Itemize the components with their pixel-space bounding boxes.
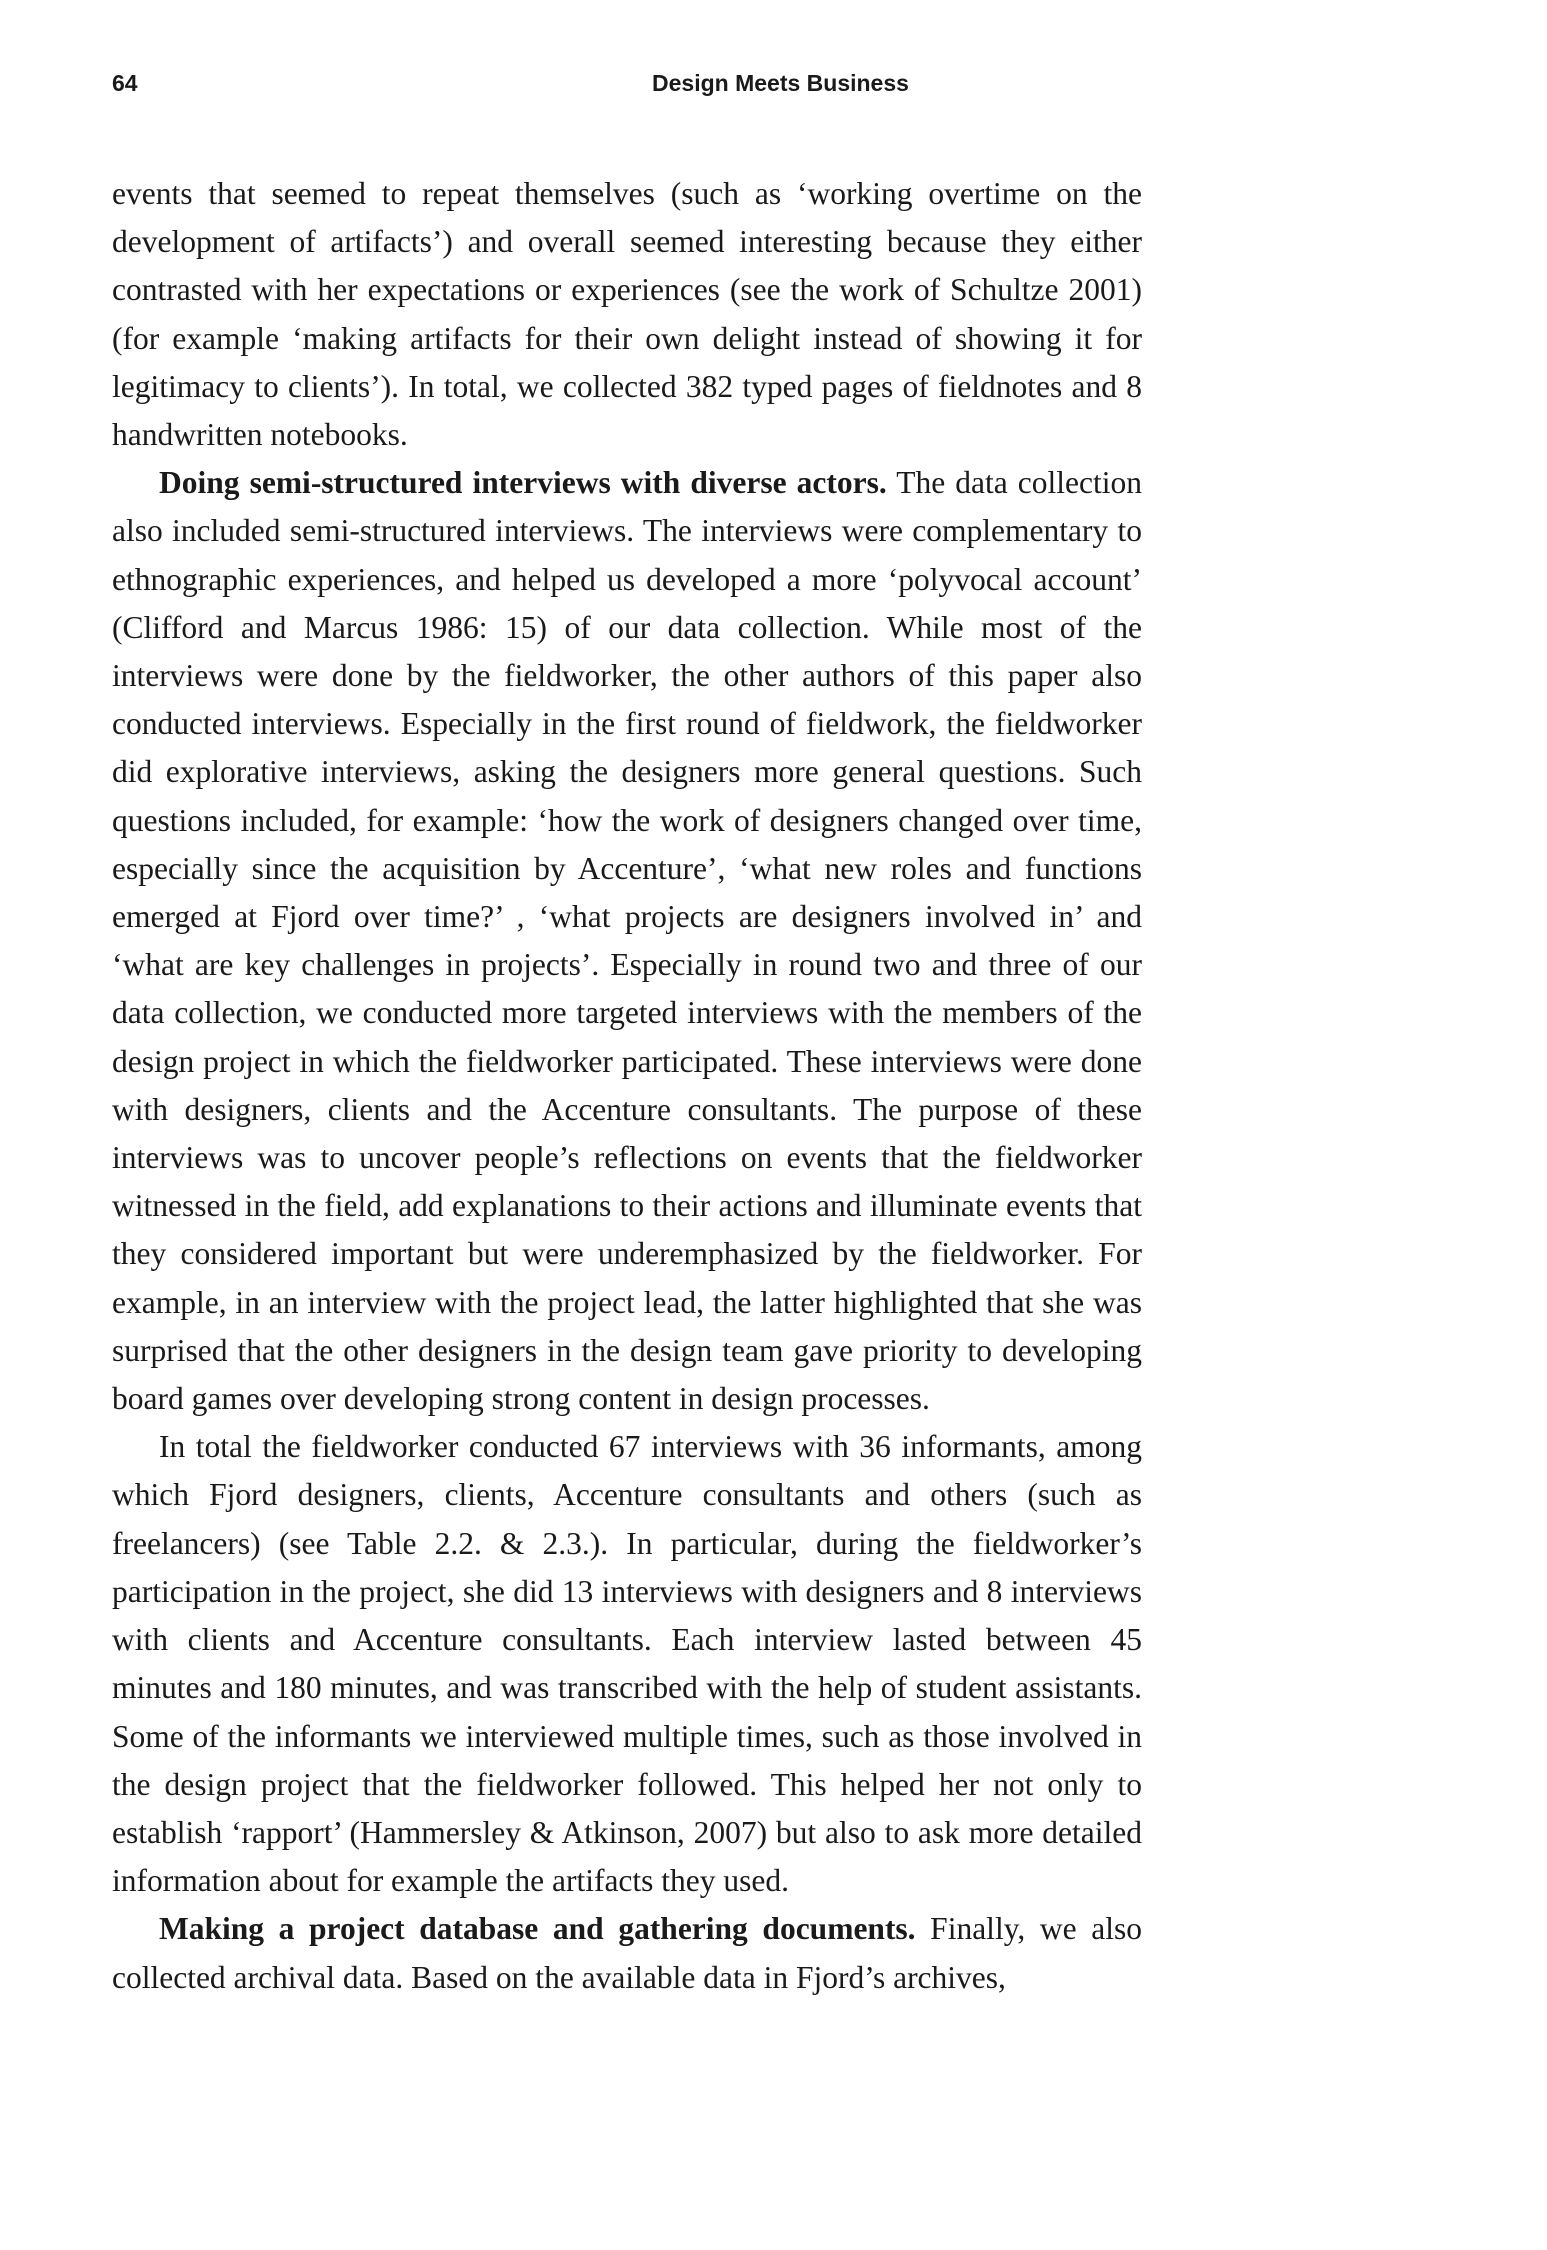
page-number: 64 bbox=[112, 70, 138, 96]
paragraph bbox=[112, 1905, 1142, 2001]
paragraph-text: Finally, we also collected archival data. Based on the available data in Fjord’s archives, bbox=[112, 1911, 1142, 1995]
paragraph bbox=[112, 1423, 1142, 1905]
paragraph-text: events that seemed to repeat themselves (such as ‘working overtime on the development of artifacts’) and overall seemed interesting because they either contrasted with her expectations or experiences (see the work of Schultze 2001) (for example ‘making artifacts for their own delight instead of showing it for legitimacy to clients’). In total, we collected 382 typed pages of fieldnotes and 8 handwritten notebooks. bbox=[112, 176, 1142, 453]
paragraph bbox=[112, 459, 1142, 1423]
paragraph bbox=[112, 170, 1142, 459]
paragraph-text: The data collection also included semi-structured interviews. The interviews were complementary to ethnographic experiences, and helped us developed a more ‘polyvocal account’ (Clifford and Marcus 1986: 15) of our data collection. While most of the interviews were done by the fieldworker, the other authors of this paper also conducted interviews. Especially in the first round of fieldwork, the fieldworker did explorative interviews, asking the designers more general questions. Such questions included, for example: ‘how the work of designers changed over time, especially since the acquisition by Accenture’, ‘what new roles and functions emerged at Fjord over time?’ , ‘what projects are designers involved in’ and ‘what are key challenges in projects’. Especially in round two and three of our data collection, we conducted more targeted interviews with the members of the design project in which the fieldworker participated. These interviews were done with designers, clients and the Accenture consultants. The purpose of these interviews was to uncover people’s reflections on events that the fieldworker witnessed in the field, add explanations to their actions and illuminate events that they considered important but were underemphasized by the fieldworker. For example, in an interview with the project lead, the latter highlighted that she was surprised that the other designers in the design team gave priority to developing board games over developing strong content in design processes. bbox=[112, 465, 1142, 1417]
running-title: Design Meets Business bbox=[652, 70, 909, 96]
paragraph-lead-heading: Making a project database and gathering documents. bbox=[159, 1911, 916, 1947]
body-text bbox=[112, 170, 1142, 2002]
paragraph-lead-heading: Doing semi-structured interviews with diverse actors. bbox=[159, 465, 887, 501]
paragraph-text: In total the fieldworker conducted 67 interviews with 36 informants, among which Fjord designers, clients, Accenture consultants and others (such as freelancers) (see Table 2.2. & 2.3.). In particular, during the fieldworker’s participation in the project, she did 13 interviews with designers and 8 interviews with clients and Accenture consultants. Each interview lasted between 45 minutes and 180 minutes, and was transcribed with the help of student assistants. Some of the informants we interviewed multiple times, such as those involved in the design project that the fieldworker followed. This helped her not only to establish ‘rapport’ (Hammersley & Atkinson, 2007) but also to ask more detailed information about for example the artifacts they used. bbox=[112, 1429, 1142, 1899]
page-header bbox=[112, 70, 1142, 102]
